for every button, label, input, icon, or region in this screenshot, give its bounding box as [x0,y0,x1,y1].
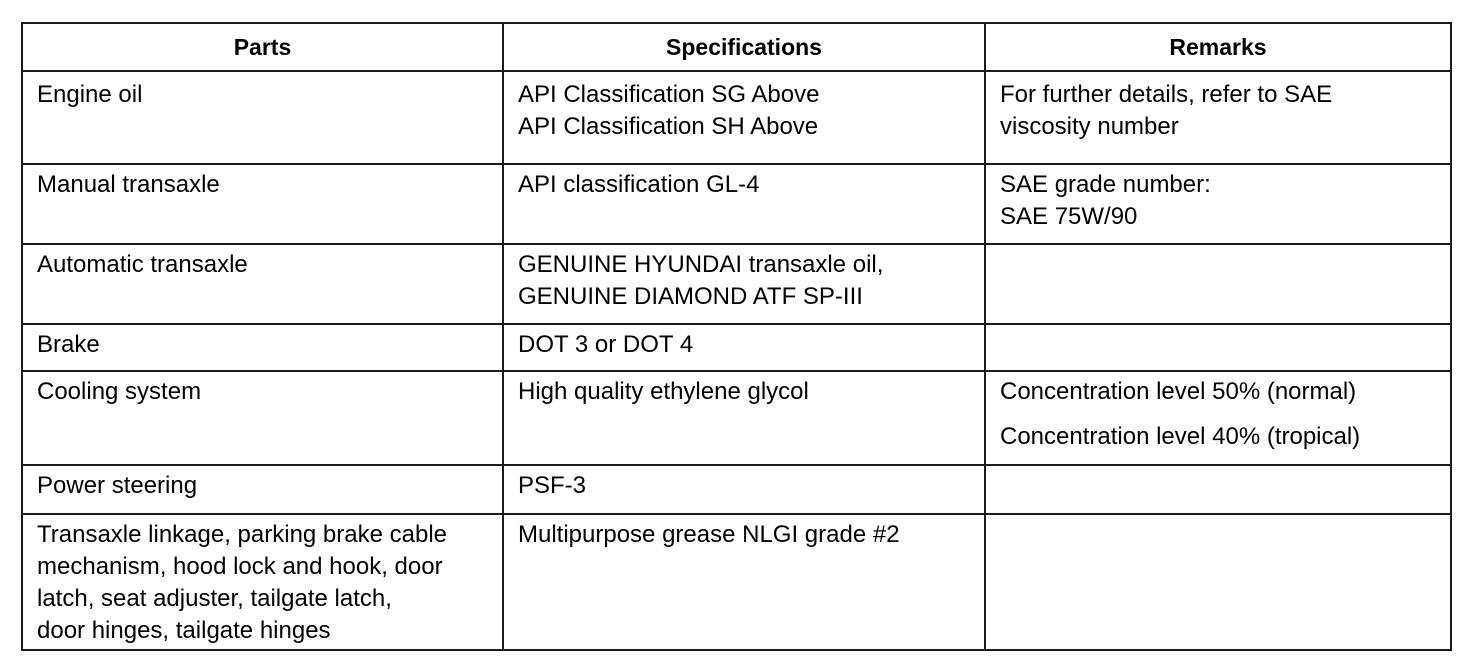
part-name-line: latch, seat adjuster, tailgate latch, [37,585,392,612]
specifications-cell [503,514,985,650]
parts-cell [22,71,503,164]
parts-cell [22,164,503,244]
column-header-remarks: Remarks [985,23,1451,71]
spec-line: GENUINE DIAMOND ATF SP-III [518,283,863,310]
parts-cell [22,244,503,324]
remark-line: SAE grade number: [1000,171,1211,198]
parts-cell [22,371,503,465]
column-header-parts: Parts [22,23,503,71]
specifications-cell [503,244,985,324]
remarks-cell [985,514,1451,650]
remark-line: Concentration level 40% (tropical) [1000,423,1361,450]
remarks-cell [985,71,1451,164]
table-row [22,244,1451,324]
part-name: Manual transaxle [37,171,220,198]
part-name-line: Transaxle linkage, parking brake cable [37,521,448,548]
table-row [22,71,1451,164]
specifications-cell [503,324,985,371]
part-name: Automatic transaxle [37,251,248,278]
part-name-line: door hinges, tailgate hinges [37,617,331,644]
specifications-cell [503,71,985,164]
remark-line: SAE 75W/90 [1000,203,1138,230]
spec-line: GENUINE HYUNDAI transaxle oil, [518,251,884,278]
spec-line: Multipurpose grease NLGI grade #2 [518,521,900,548]
spec-line: API classification GL-4 [518,171,760,198]
specifications-cell [503,465,985,514]
remark-line: For further details, refer to SAE [1000,81,1333,108]
table-row [22,324,1451,371]
remarks-cell [985,465,1451,514]
remark-line: viscosity number [1000,113,1179,140]
table-row [22,371,1451,465]
spec-line: High quality ethylene glycol [518,378,809,405]
parts-cell [22,324,503,371]
table-body [22,71,1451,650]
spec-line: PSF-3 [518,472,587,499]
remarks-cell [985,324,1451,371]
header-row [22,23,1451,71]
spec-line: API Classification SG Above [518,81,820,108]
parts-cell [22,514,503,650]
table-row [22,514,1451,650]
part-name: Power steering [37,472,198,499]
table-header [22,23,1451,71]
part-name: Engine oil [37,81,143,108]
part-name: Brake [37,331,100,358]
remark-line: Concentration level 50% (normal) [1000,378,1357,405]
spec-line: API Classification SH Above [518,113,819,140]
remarks-cell [985,164,1451,244]
part-name-line: mechanism, hood lock and hook, door [37,553,443,580]
part-name: Cooling system [37,378,202,405]
specifications-cell [503,164,985,244]
spec-line: DOT 3 or DOT 4 [518,331,694,358]
column-header-specifications: Specifications [503,23,985,71]
lubricant-specification-table [21,22,1452,651]
table-row [22,164,1451,244]
parts-cell [22,465,503,514]
remarks-cell [985,244,1451,324]
specifications-cell [503,371,985,465]
remarks-cell [985,371,1451,465]
table-row [22,465,1451,514]
